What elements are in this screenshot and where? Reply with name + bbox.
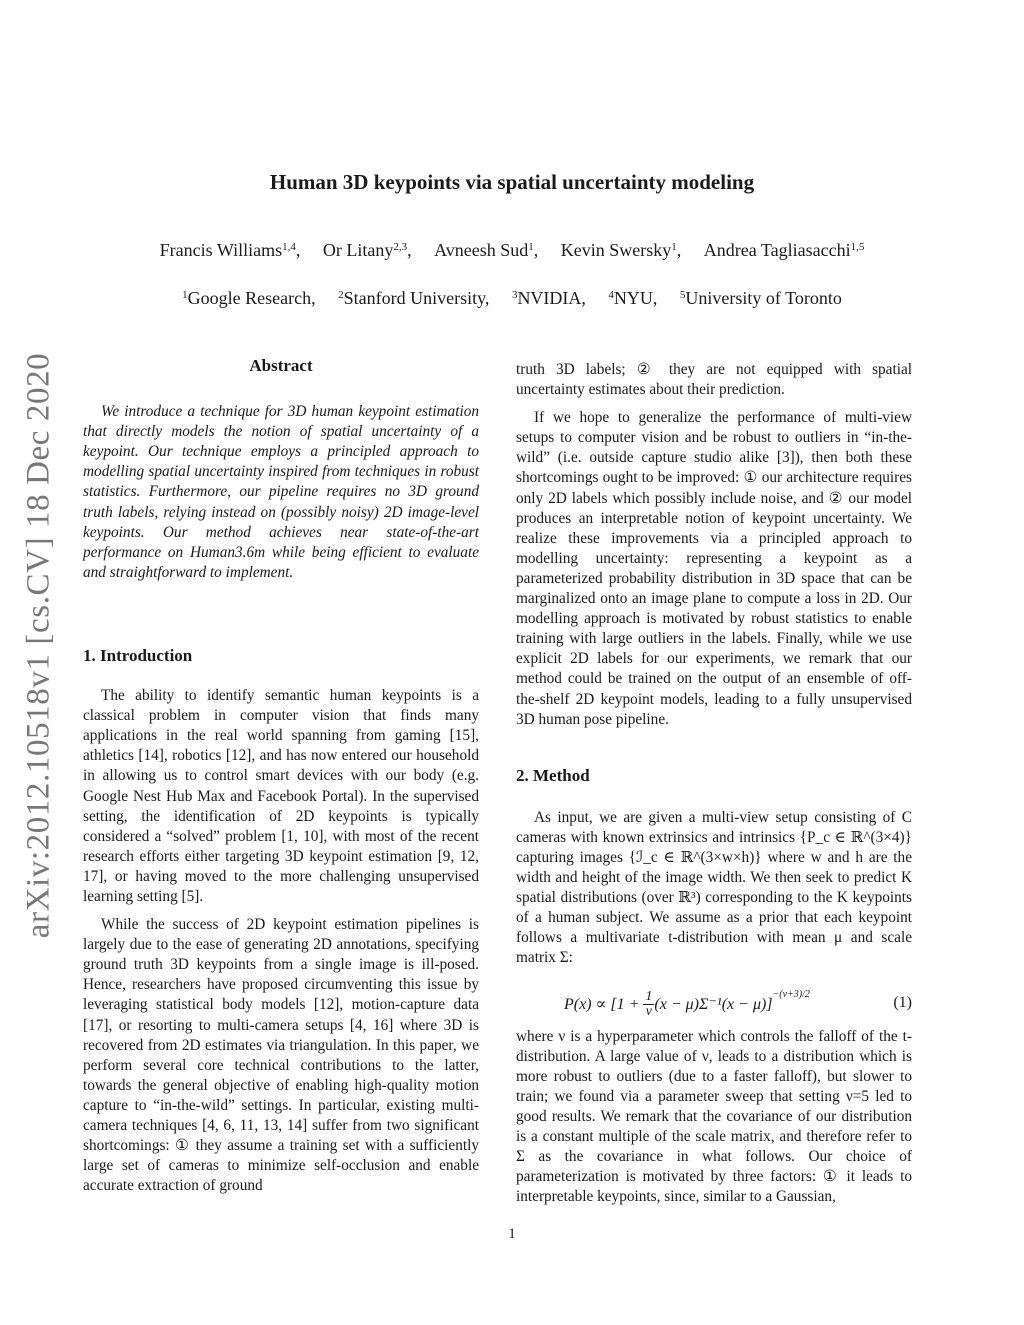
author-list xyxy=(0,240,1024,261)
method-heading: 2. Method xyxy=(516,765,590,785)
right-column xyxy=(516,360,912,1207)
affiliation-list xyxy=(0,288,1024,309)
equation-1 xyxy=(516,979,912,1021)
author: Andrea Tagliasacchi$^{1,5}$ xyxy=(703,240,865,260)
affiliation: $^3$NVIDIA, xyxy=(511,288,586,308)
method-paragraph: As input, we are given a multi-view setup consisting of C cameras with known extrinsics and intrinsics {P_c ∈ ℝ^(3×4)} capturing images {ℐ_c ∈ ℝ^(3×w×h)} where w and h are the width and height of the image width. We then seek to predict K spatial distributions (over ℝ³) corresponding to the K keypoints of a human subject. We assume as a prior that each keypoint follows a multivariate t-distribution with mean μ and scale matrix Σ: xyxy=(516,808,912,967)
abstract-body: We introduce a technique for 3D human keypoint estimation that directly models the notion of spatial uncertainty of a keypoint. Our technique employs a principled approach to modelling spatial uncertainty inspired from techniques in robust statistics. Furthermore, our pipeline requires no 3D ground truth labels, relying instead on (possibly noisy) 2D image-level keypoints. Our method achieves near state-of-the-art performance on Human3.6m while being efficient to evaluate and straightforward to implement. xyxy=(83,403,479,581)
introduction-paragraph: If we hope to generalize the performance of multi-view setups to computer vision and be robust to outliers in “in-the-wild” (i.e. outside capture studio alike [3]), then both these shortcomings ought to be improved: ① our architecture requires only 2D labels which possibly include noise, and ② our model produces an interpretable notion of keypoint uncertainty. We realize these improvements via a principled approach to modelling uncertainty: representing a keypoint as a parameterized probability distribution in 3D space that can be marginalized onto an image plane to compute a loss in 2D. Our modelling approach is motivated by robust statistics to enable training with large outliers in the labels. Finally, while we use explicit 2D labels for our experiments, we remark that our method could be trained on the output of an ensemble of off-the-shelf 2D keypoint models, leading to a fully unsupervised 3D human pose pipeline. xyxy=(516,409,912,728)
equation-body: P(x) ∝ [1 + $\frac{1}{\nu}$ (x − μ)Σ⁻¹(x − μ)]$^{-(\nu+3)/2}$ xyxy=(564,988,810,1020)
author: Avneesh Sud$^1$, xyxy=(434,240,539,260)
arxiv-identifier: arXiv:2012.10518v1 [cs.CV] 18 Dec 2020 xyxy=(20,352,57,938)
method-paragraph: where ν is a hyperparameter which controls the falloff of the t-distribution. A large value of ν, leads to a distribution which is more robust to outliers (due to a faster falloff), but slower to train; we found via a parameter sweep that setting ν=5 led to good results. We remark that the covariance of our distribution is a constant multiple of the scale matrix, and therefore refer to Σ as the covariance in what follows. Our choice of parameterization is motivated by three factors: ① it leads to interpretable keypoints, since, similar to a Gaussian, xyxy=(516,1027,912,1206)
affiliation: $^1$Google Research, xyxy=(182,288,316,308)
introduction-heading: 1. Introduction xyxy=(83,645,193,665)
introduction-continuation: truth 3D labels; ② they are not equipped with spatial uncertainty estimates about their prediction. xyxy=(516,361,912,399)
equation-number: (1) xyxy=(893,993,912,1011)
page-number: 1 xyxy=(508,1226,516,1242)
abstract-heading: Abstract xyxy=(249,356,313,375)
arxiv-stamp xyxy=(14,350,64,940)
author: Kevin Swersky$^1$, xyxy=(560,240,682,260)
introduction-paragraph: The ability to identify semantic human keypoints is a classical problem in computer vision that finds many applications in the real world spanning from gaming [15], athletics [14], robotics [12], and has now entered our household in allowing us to control smart devices with our body (e.g. Google Nest Hub Max and Facebook Portal). In the supervised setting, the identification of 2D keypoints is typically considered a “solved” problem [1, 10], with most of the recent research efforts either targeting 3D keypoint estimation [9, 12, 17], or having moved to the more challenging unsupervised learning setting [5]. xyxy=(83,687,479,905)
affiliation: $^5$University of Toronto xyxy=(679,288,842,308)
affiliation: $^2$Stanford University, xyxy=(338,288,490,308)
left-column xyxy=(83,356,479,1196)
equation-fraction: $\frac{1}{\nu}$ xyxy=(645,989,653,1020)
affiliation: $^4$NYU, xyxy=(608,288,658,308)
paper-title: Human 3D keypoints via spatial uncertainty modeling xyxy=(269,170,755,194)
author: Francis Williams$^{1,4}$, xyxy=(159,240,301,260)
introduction-paragraph: While the success of 2D keypoint estimation pipelines is largely due to the ease of generating 2D annotations, specifying ground truth 3D keypoints from a single image is ill-posed. Hence, researchers have proposed circumventing this issue by leveraging statistical body models [12], motion-capture data [17], or resorting to multi-camera setups [4, 16] where 3D is recovered from 2D estimates via triangulation. In this paper, we perform several core technical contributions to the latter, towards the general objective of enabling high-quality motion capture to “in-the-wild” settings. In particular, existing multi-camera techniques [4, 6, 11, 13, 14] suffer from two significant shortcomings: ① they assume a training set with a sufficiently large set of cameras to minimize self-occlusion and enable accurate extraction of ground xyxy=(83,916,479,1195)
author: Or Litany$^{2,3}$, xyxy=(322,240,412,260)
